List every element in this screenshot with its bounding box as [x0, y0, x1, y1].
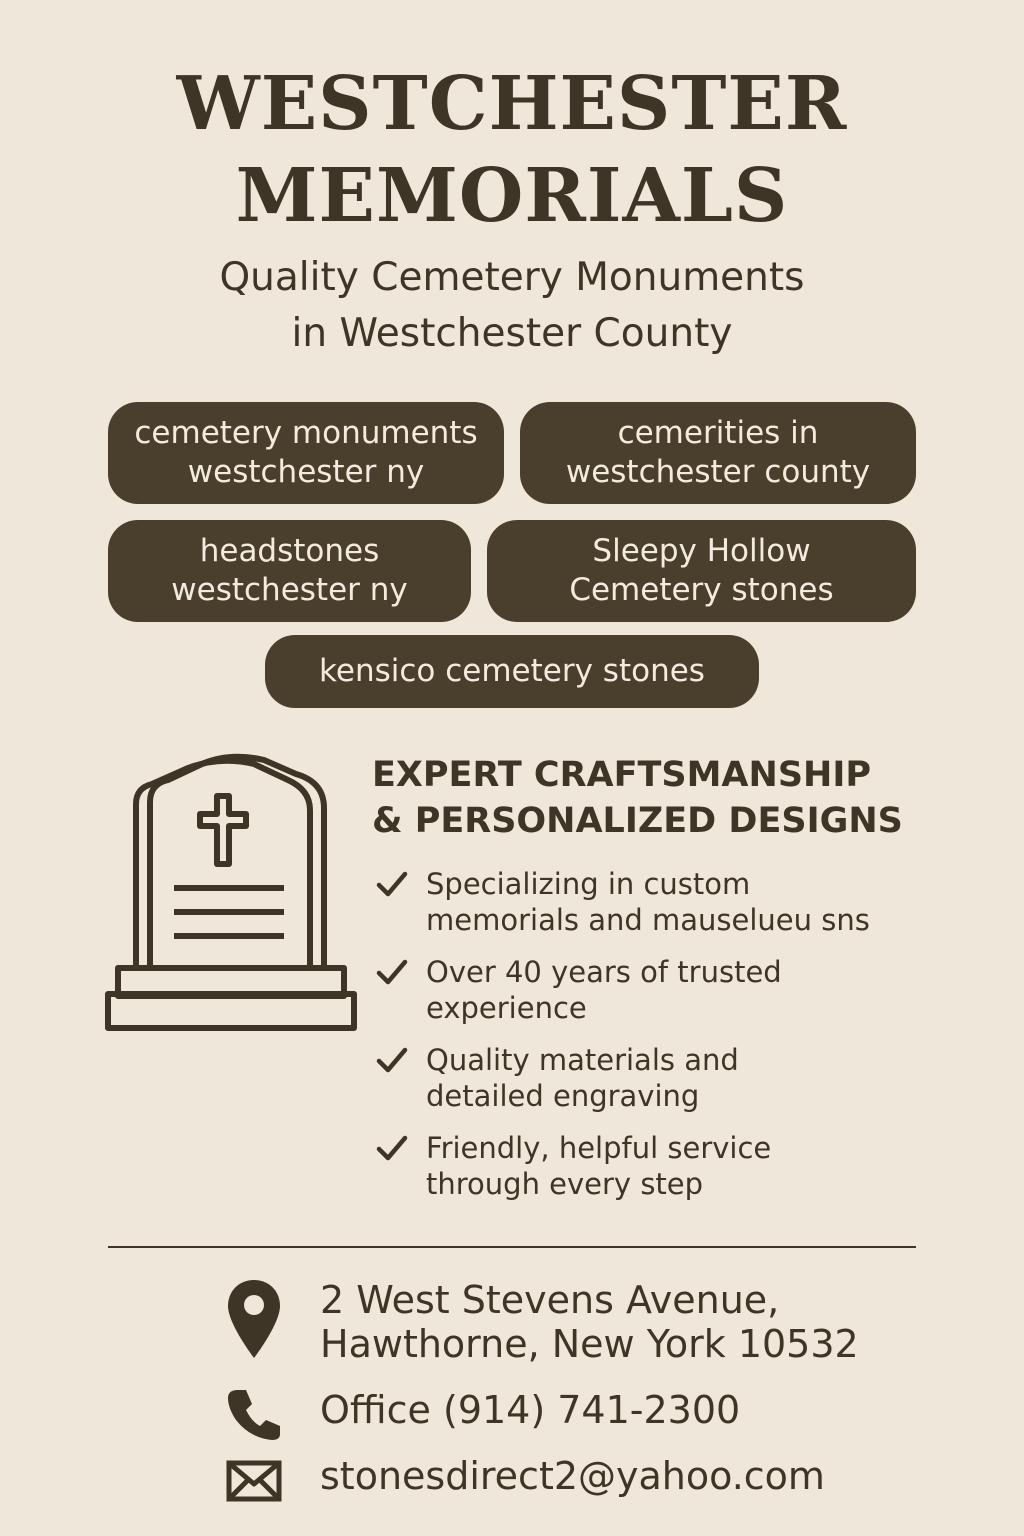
subtitle-line-2: in Westchester County — [291, 311, 733, 356]
list-item — [372, 1042, 992, 1130]
subtitle-line-1: Quality Cemetery Monuments — [219, 255, 805, 300]
tag-line-1: headstones — [199, 533, 380, 569]
tag-kensico — [265, 635, 759, 708]
tag-line-1: kensico cemetery stones — [319, 653, 705, 689]
list-item — [372, 954, 992, 1042]
list-item-line-2: experience — [426, 991, 587, 1025]
list-item-line-2: detailed engraving — [426, 1079, 700, 1113]
heading-line-2: & PERSONALIZED DESIGNS — [372, 801, 903, 841]
tag-line-1: cemerities in — [617, 415, 819, 451]
tag-cemetery-monuments — [108, 402, 504, 504]
check-icon — [376, 958, 408, 986]
tag-sleepy-hollow — [487, 520, 916, 622]
contact-address — [320, 1278, 859, 1366]
address-line-2: Hawthorne, New York 10532 — [320, 1322, 859, 1366]
page-title — [0, 58, 1024, 242]
page-subtitle — [0, 250, 1024, 362]
list-item-line-1: Quality materials and — [426, 1043, 739, 1077]
tag-line-1: Sleepy Hollow — [592, 533, 811, 569]
tag-line-2: westchester ny — [171, 572, 408, 608]
tombstone-icon — [104, 752, 358, 1034]
heading-line-1: EXPERT CRAFTSMANSHIP — [372, 755, 871, 795]
check-icon — [376, 870, 408, 898]
features-list — [372, 866, 992, 1218]
features-heading — [372, 752, 992, 844]
phone-icon — [226, 1386, 282, 1442]
list-item-line-1: Specializing in custom — [426, 867, 751, 901]
envelope-icon — [226, 1460, 282, 1502]
list-item-line-2: through every step — [426, 1167, 704, 1201]
location-pin-icon — [226, 1278, 282, 1360]
title-line-2: MEMORIALS — [235, 153, 789, 239]
tag-cemeteries-westchester — [520, 402, 916, 504]
list-item — [372, 1130, 992, 1218]
contact-phone[interactable]: Office (914) 741-2300 — [320, 1388, 741, 1432]
contact-email[interactable]: stonesdirect2@yahoo.com — [320, 1454, 825, 1498]
list-item — [372, 866, 992, 954]
title-line-1: WESTCHESTER — [176, 61, 848, 147]
divider — [108, 1246, 916, 1248]
check-icon — [376, 1134, 408, 1162]
tag-headstones — [108, 520, 471, 622]
address-line-1: 2 West Stevens Avenue, — [320, 1278, 780, 1322]
tag-line-2: westchester county — [565, 454, 871, 490]
tag-line-1: cemetery monuments — [134, 415, 478, 451]
list-item-line-1: Over 40 years of trusted — [426, 955, 782, 989]
check-icon — [376, 1046, 408, 1074]
list-item-line-1: Friendly, helpful service — [426, 1131, 772, 1165]
tag-line-2: westchester ny — [187, 454, 425, 490]
tag-line-2: Cemetery stones — [569, 572, 834, 608]
list-item-line-2: memorials and mauselueu sns — [426, 903, 870, 937]
